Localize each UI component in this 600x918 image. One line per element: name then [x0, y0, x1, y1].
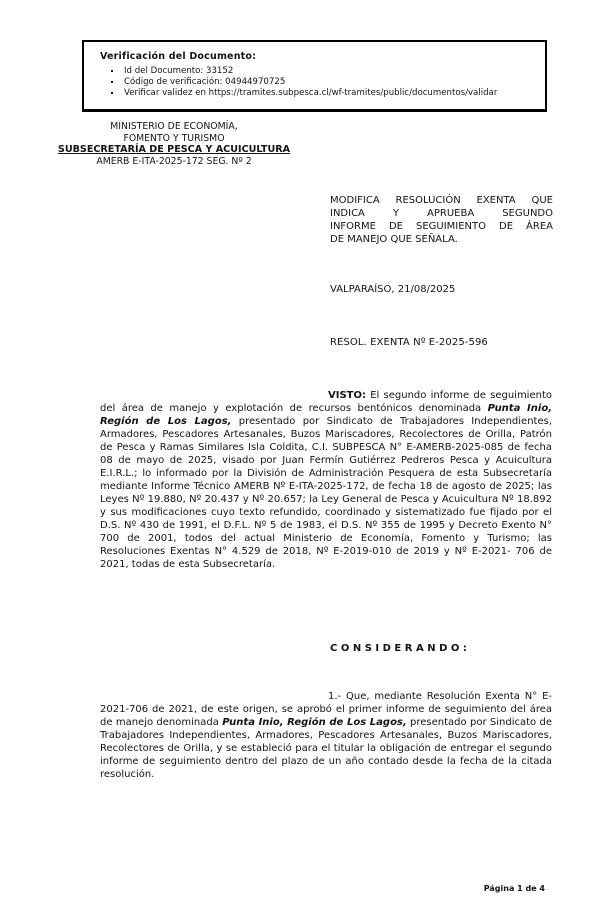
- subject-block: [330, 194, 553, 246]
- visto-text-1: El segundo informe de seguimiento del área de manejo y explotación de recursos bentónicos denominada: [100, 390, 552, 414]
- visto-label: VISTO:: [328, 390, 366, 401]
- visto-paragraph: [100, 389, 552, 571]
- subject-line-1: MODIFICA RESOLUCIÓN EXENTA QUE: [330, 195, 553, 206]
- considerando-paragraph-1: [100, 690, 552, 781]
- subsecretaria-title: SUBSECRETARÍA DE PESCA Y ACUICULTURA: [57, 144, 291, 156]
- considerando-text-2: presentado por Sindicato de Trabajadores Independientes, Armadores, Pescadores Artesanales, Buzos Mariscadores, Recolectores de Orilla, y se estableció para el titular la obligación de entregar el segundo informe de seguimiento dentro del plazo de un año contado desde la fecha de la citada resolución.: [100, 717, 552, 780]
- letterhead: [56, 121, 292, 167]
- verification-list: [84, 66, 545, 99]
- subject-line-3: INFORME DE SEGUIMIENTO DE ÁREA: [330, 221, 553, 232]
- area-name-highlight: Punta Inio, Región de Los Lagos,: [100, 403, 552, 427]
- resolution-number: RESOL. EXENTA Nº E-2025-596: [330, 337, 488, 348]
- page-number: Página 1 de 4: [483, 884, 545, 893]
- amerb-reference: AMERB E-ITA-2025-172 SEG. Nº 2: [96, 155, 252, 167]
- subject-line-2: INDICA Y APRUEBA SEGUNDO: [330, 208, 553, 219]
- verification-item-code: ▪ Código de verificación: 04944970725: [122, 77, 545, 88]
- ministry-line-2: FOMENTO Y TURISMO: [123, 132, 225, 144]
- place-date: VALPARAÍSO, 21/08/2025: [330, 284, 456, 295]
- considerando-text-1: 1.- Que, mediante Resolución Exenta N° E-2021-706 de 2021, de este origen, se aprobó el primer informe de seguimiento del área de manejo denominada: [100, 691, 552, 728]
- verification-title: Verificación del Documento:: [100, 51, 257, 62]
- verification-box: [82, 40, 547, 112]
- subject-line-4: DE MANEJO QUE SEÑALA.: [330, 234, 458, 245]
- considerando-heading: CONSIDERANDO:: [330, 643, 471, 654]
- area-name-highlight-2: Punta Inio, Región de Los Lagos,: [222, 717, 407, 728]
- verification-item-document-id: ▪ Id del Documento: 33152: [122, 66, 545, 77]
- visto-text-2: presentado por Sindicato de Trabajadores Independientes, Armadores, Pescadores Artesanales, Buzos Mariscadores, Recolectores de Orilla, Patrón de Pesca y Ramas Similares Isla Coldita, C.I. SUBPESCA N° E-AMERB-2025-085 de fecha 08 de mayo de 2025, visado por Juan Fermín Gutiérrez Pedreros Pesca y Acuicultura E.I.R.L.; lo informado por la División de Administración Pesquera de esta Subsecretaría mediante Informe Técnico AMERB Nº E-ITA-2025-172, de fecha 18 de agosto de 2025; las Leyes Nº 19.880, Nº 20.437 y Nº 20.657; la Ley General de Pesca y Acuicultura Nº 18.892 y sus modificaciones cuyo texto refundido, coordinado y sistematizado fue fijado por el D.S. Nº 430 de 1991, el D.F.L. Nº 5 de 1983, el D.S. Nº 355 de 1995 y Decreto Exento N° 700 de 2001, todos del actual Ministerio de Economía, Fomento y Turismo; las Resoluciones Exentas N° 4.529 de 2018, Nº E-2019-010 de 2019 y Nº E-2021- 706 de 2021, todas de esta Subsecretaría.: [100, 416, 552, 570]
- verification-item-url: ▪ Verificar validez en https://tramites.subpesca.cl/wf-tramites/public/documentos/validar: [122, 88, 545, 99]
- ministry-line-1: MINISTERIO DE ECONOMÍA,: [110, 121, 238, 132]
